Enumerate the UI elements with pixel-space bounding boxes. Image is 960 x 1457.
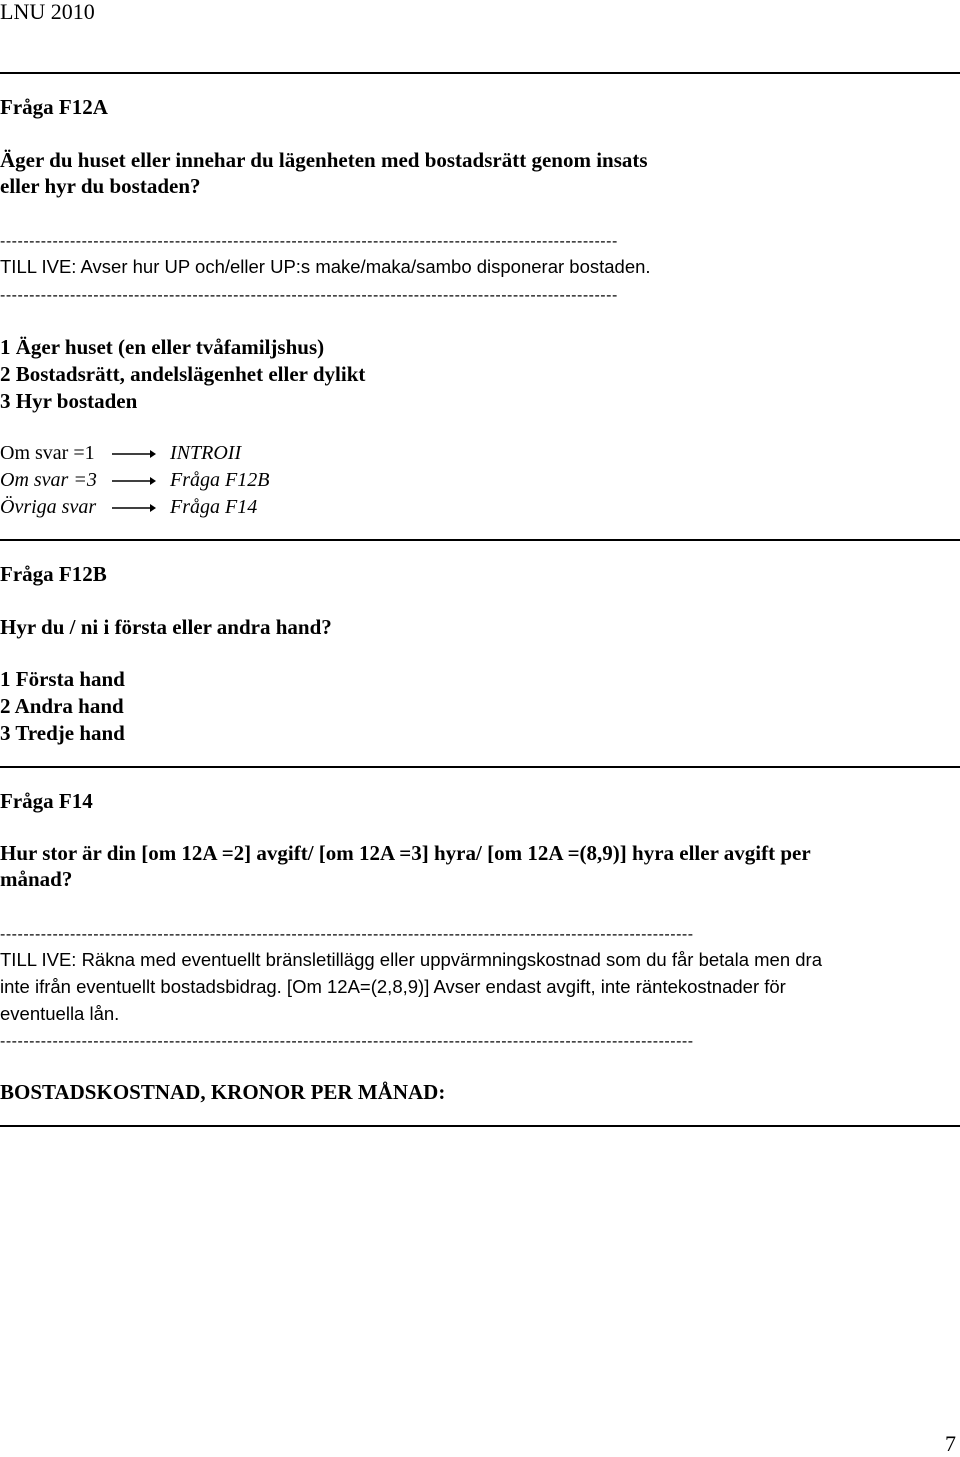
interviewer-note-f12a: TILL IVE: Avser hur UP och/eller UP:s make/maka/sambo disponerar bostaden.: [0, 256, 651, 277]
question-f14-text-line1: Hur stor är din [om 12A =2] avgift/ [om 12A =3] hyra/ [om 12A =(8,9)] hyra eller avgift per: [0, 841, 811, 865]
section-divider: [0, 539, 960, 541]
interviewer-note-f14-line1: TILL IVE: Räkna med eventuellt bränsletillägg eller uppvärmningskostnad som du får betala men dra: [0, 949, 822, 970]
dashed-separator: ----------------------------------------------------------------------------------------------------------: [0, 287, 618, 304]
question-f12a-text-line2: eller hyr du bostaden?: [0, 174, 201, 198]
question-f12b-text: Hyr du / ni i första eller andra hand?: [0, 615, 332, 639]
routing-rule: [0, 440, 241, 467]
answer-option: 3 Hyr bostaden: [0, 389, 138, 413]
answer-option: 2 Andra hand: [0, 694, 124, 718]
dashed-separator: -----------------------------------------------------------------------------------------------------------------------: [0, 1033, 694, 1050]
dashed-separator: -----------------------------------------------------------------------------------------------------------------------: [0, 926, 694, 943]
routing-rule: [0, 494, 257, 521]
interviewer-note-f14-line3: eventuella lån.: [0, 1003, 120, 1024]
routing-target: INTROII: [170, 442, 242, 464]
routing-condition: Om svar =3: [0, 469, 97, 491]
routing-condition: Om svar =1: [0, 442, 95, 464]
section-divider: [0, 766, 960, 768]
answer-field-label: BOSTADSKOSTNAD, KRONOR PER MÅNAD:: [0, 1080, 446, 1104]
routing-rule: [0, 467, 269, 494]
question-f12b-heading: Fråga F12B: [0, 562, 107, 586]
question-f14-text-line2: månad?: [0, 867, 73, 891]
routing-condition: Övriga svar: [0, 496, 97, 518]
question-f12a-text-line1: Äger du huset eller innehar du lägenheten med bostadsrätt genom insats: [0, 148, 648, 172]
arrow-right-icon: [112, 494, 170, 521]
dashed-separator: ----------------------------------------------------------------------------------------------------------: [0, 233, 618, 250]
document-header-title: LNU 2010: [0, 0, 95, 24]
question-f12a-heading: Fråga F12A: [0, 95, 108, 119]
question-f14-heading: Fråga F14: [0, 789, 93, 813]
routing-target: Fråga F14: [170, 496, 258, 518]
interviewer-note-f14-line2: inte ifrån eventuellt bostadsbidrag. [Om 12A=(2,8,9)] Avser endast avgift, inte räntekostnader för: [0, 976, 786, 997]
answer-option: 2 Bostadsrätt, andelslägenhet eller dylikt: [0, 362, 366, 386]
section-divider: [0, 72, 960, 74]
arrow-right-icon: [112, 440, 170, 467]
answer-option: 1 Första hand: [0, 667, 125, 691]
page-number: 7: [945, 1431, 956, 1456]
section-divider: [0, 1125, 960, 1127]
arrow-right-icon: [112, 467, 170, 494]
routing-target: Fråga F12B: [170, 469, 270, 491]
answer-option: 1 Äger huset (en eller tvåfamiljshus): [0, 335, 325, 359]
answer-option: 3 Tredje hand: [0, 721, 125, 745]
